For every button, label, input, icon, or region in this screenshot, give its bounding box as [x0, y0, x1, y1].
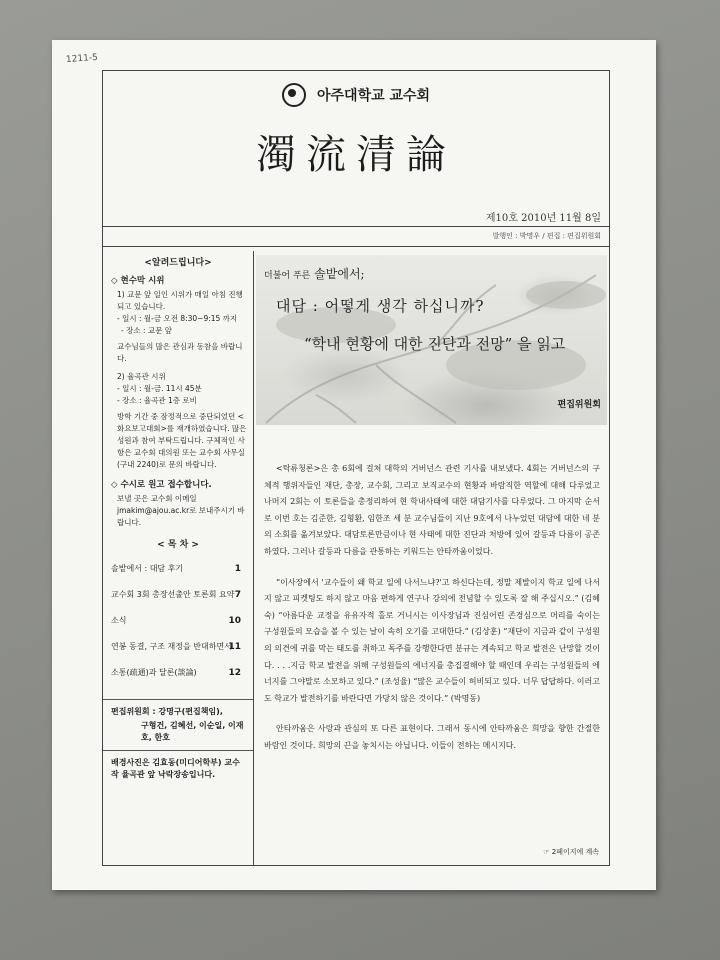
toc-page: 1 [234, 564, 241, 574]
toc-page: 12 [228, 668, 241, 678]
sidebar [103, 251, 254, 865]
lead-line [264, 265, 365, 282]
article-body [264, 461, 600, 769]
article-paragraph: “이사장에서 '교수들이 왜 학교 일에 나서느냐?'고 하신다는데, 정말 제발이지 학교 일에 나서지 않고 피켓팅도 하지 않고 마음 편하게 연구나 강의에 전념할 수 있도록 잘 해 주십시오.” (김혜숙) “아름다운 교정을 유유자적 홀로 거니시는 이사장님과 진심어린 존경심으로 머리를 숙이는 구성원들의 모습을 볼 수 있는 날이 속히 오기를 고대한다.” (김상훈) “재단이 지금과 같이 구성원의 의견에 귀를 막는 태도를 취하고 독주를 강행한다면 분규는 계속되고 학교 발전은 난망할 것이다. . . .지금 학교 발전을 위해 구성원들의 에너지를 총집결해야 할 때인데 우리는 구성원들의 에너지를 그야말로 소모하고 있다.” (조성율) “많은 교수들이 허비되고 있다. 너무 답답하다. 이러고도 학교가 발전하기를 바란다면 가당치 않은 것이다.” (박명동) [264, 577, 600, 703]
toc-label: 교수회 3회 총장선출안 토론회 요약 [111, 590, 235, 599]
org-row [103, 83, 609, 107]
header-divider [103, 226, 609, 227]
notice-line: - 장소 : 율곡관 1층 로비 [117, 396, 197, 405]
toc-item[interactable] [111, 667, 245, 693]
newsletter-page [52, 40, 656, 890]
page-frame [102, 70, 610, 866]
article-paragraph: <탁류청론>은 총 6회에 걸쳐 대학의 거버넌스 관련 기사를 내보냈다. 4회는 거버넌스의 구체적 행위자들인 재단, 총장, 교수회, 그리고 보직교수의 현황과 바람직한 역할에 대해 다루었고 나머지 2회는 이 토론들을 총정리하여 현 학내사태에 대한 대담기사를 다루었다. 그 마지막 순서로 이번 호는 김준한, 김형환, 임한조 세 분 교수님들이 지난 9호에서 나누었던 대담에 대한 네 분의 소회를 옮겨보았다. 대담토론만큼이나 현 사태에 대한 진단과 처방에 있어 갈등과 다름이 공존하였다. 그러나 갈등과 다름을 관통하는 키워드는 안타까움이었다. [264, 464, 600, 556]
notice-line: 방학 기간 중 잠정적으로 중단되었던 <화요보고대회>를 재개하였습니다. 많은 성원과 참여 부탁드립니다. 구체적인 사항은 교수회 대의원 또는 교수회 사무실(구내 2240)로 문의 바랍니다. [117, 412, 247, 469]
notice-line: 보낼 곳은 교수회 이메일 jmakim@ajou.ac.kr로 보내주시기 바랍니다. [117, 494, 245, 527]
sidebar-divider [103, 699, 253, 700]
article-paragraph: 안타까움은 사랑과 관심의 또 다른 표현이다. 그래서 동시에 안타까움은 희망을 향한 간절한 바람인 것이다. 희망의 끈을 놓치시는 아닙니다. 이들이 전하는 메시지다. [264, 724, 600, 750]
lead-big: 솔밭에서; [314, 267, 365, 281]
toc-label: 소식 [111, 616, 127, 625]
toc-title: < 목 차 > [157, 540, 199, 550]
section-head: ◇ 현수막 시위 [111, 276, 165, 286]
notice-title: <알려드립니다> [144, 258, 212, 268]
notice-line: - 일시 : 월-금. 11시 45분 [117, 384, 202, 393]
issue-info: 제10호 2010년 11월 8일 [485, 213, 601, 224]
masthead-header [103, 71, 609, 251]
main-article [254, 251, 609, 865]
notice-line: 2) 율곡관 시위 [117, 372, 166, 381]
pencil-note: 1211-5 [65, 52, 99, 66]
hero-pine-photo [256, 255, 607, 425]
header-divider-bottom [103, 246, 609, 247]
editors-names: 구형건, 김혜선, 이순일, 이재호, 한호 [141, 721, 244, 742]
toc-item[interactable] [111, 563, 245, 589]
notice-line: 교수님들의 많은 관심과 동참을 바랍니다. [117, 342, 243, 363]
section-head: ◇ 수시로 원고 접수합니다. [111, 480, 212, 490]
headline: 대담 : 어떻게 생각 하십니까? [276, 297, 485, 315]
university-seal-icon [282, 83, 306, 107]
toc-label: 연봉 동결, 구조 재정을 반대하면서 [111, 642, 232, 651]
subheadline: “학내 현황에 대한 진단과 전망” 을 읽고 [304, 335, 566, 353]
toc-item[interactable] [111, 589, 245, 615]
toc-page: 11 [228, 642, 241, 652]
toc-label: 솔밭에서 : 대담 후기 [111, 564, 184, 573]
photo-credit: 배경사진은 김효동(미디어학부) 교수작 율곡관 앞 낙락장송입니다. [111, 758, 240, 779]
toc-item[interactable] [111, 615, 245, 641]
sidebar-divider [103, 750, 253, 751]
byline: 편집위원회 [557, 400, 601, 410]
continued-note[interactable]: ☞ 2페이지에 계속 [543, 848, 599, 856]
staff-line: 발행인 : 박명우 / 편집 : 편집위원회 [492, 232, 601, 240]
notice-line: - 장소 : 교문 앞 [121, 326, 172, 335]
editors-label: 편집위원회 : 강명구(편집책임), [111, 707, 223, 716]
toc-page: 10 [228, 616, 241, 626]
masthead-title: 濁流清論 [256, 132, 456, 178]
notice-line: 1) 교문 앞 일인 시위가 매일 아침 진행되고 있습니다. [117, 290, 243, 311]
org-name: 아주대학교 교수회 [317, 88, 431, 104]
toc-page: 7 [234, 590, 241, 600]
lead-small: 더불어 푸른 [264, 271, 311, 281]
toc-label: 소통(疏通)과 달론(談論) [111, 668, 197, 677]
notice-line: - 일시 : 월-금 오전 8:30~9:15 까지 [117, 314, 238, 323]
toc-item[interactable] [111, 641, 245, 667]
